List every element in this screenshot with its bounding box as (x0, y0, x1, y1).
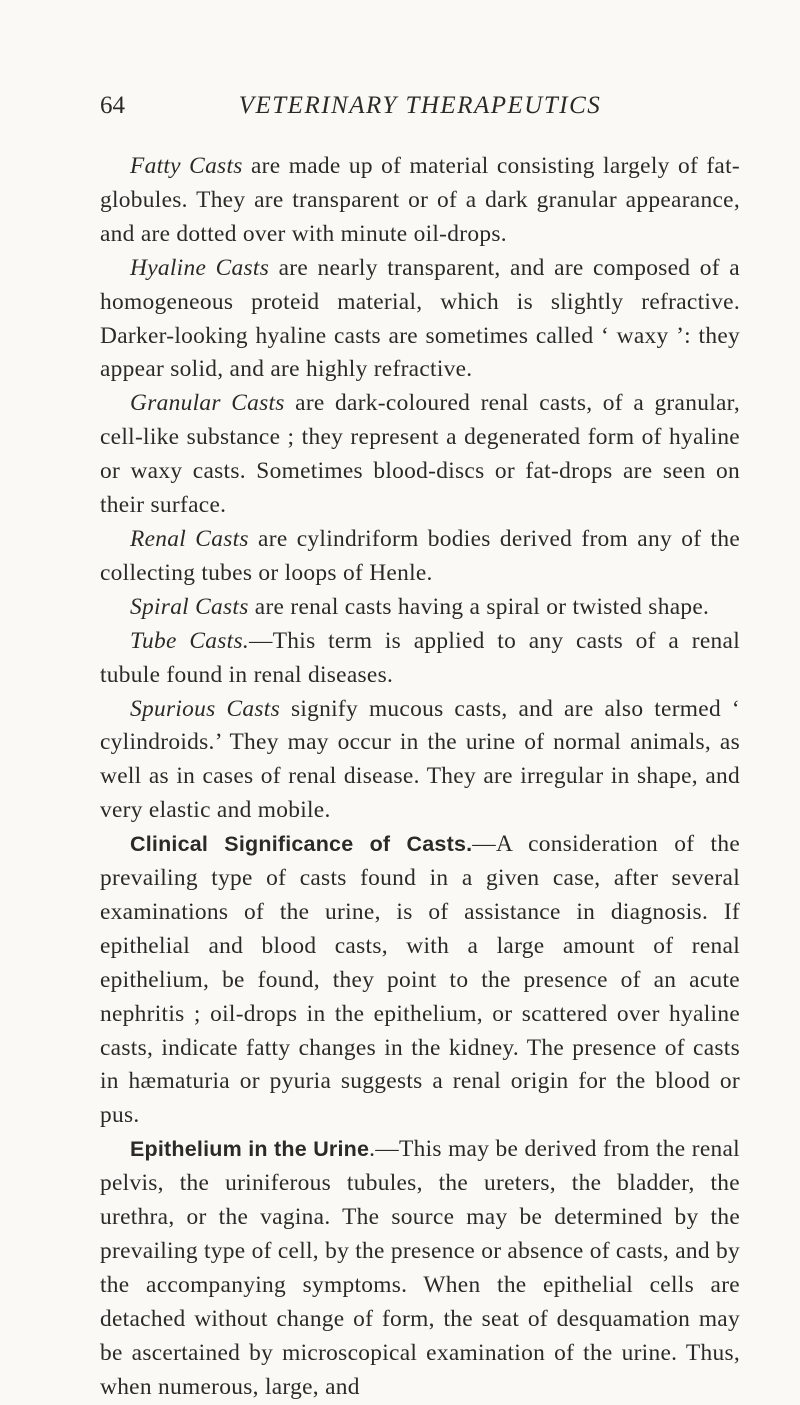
definition-granular-casts: are dark-coloured renal casts, of a granular, cell-like substance ; they represent a degenerated form of hyaline or waxy casts. Sometimes blood-discs or fat-drops are seen on their surface. (100, 390, 740, 519)
term-tube-casts: Tube Casts. (130, 627, 249, 654)
term-granular-casts: Granular Casts (130, 390, 285, 417)
text-epithelium-in-urine: .—This may be derived from the renal pelvis, the uriniferous tubules, the ureters, the bladder, the urethra, or the vagina. The source may be determined by the prevailing type of cell, by the presence or absence of casts, and by the accompanying symptoms. When the epithelial cells are detached without change of form, the seat of desquamation may be ascertained by microscopical examination of the urine. Thus, when numerous, large, and (100, 1136, 741, 1400)
definition-spiral-casts: are renal casts having a spiral or twisted shape. (248, 593, 710, 620)
paragraph-tube-casts (100, 625, 740, 693)
term-renal-casts: Renal Casts (130, 525, 249, 552)
definition-renal-casts: are cylindriform bodies derived from any of the collecting tubes or loops of Henle. (100, 525, 740, 586)
page-number: 64 (100, 92, 125, 119)
paragraph-spurious-casts (100, 693, 740, 829)
running-title: VETERINARY THERAPEUTICS (238, 92, 602, 119)
term-fatty-casts: Fatty Casts (130, 153, 243, 179)
term-spiral-casts: Spiral Casts (130, 593, 249, 620)
definition-tube-casts: —This term is applied to any casts of a renal tubule found in renal diseases. (100, 627, 740, 688)
paragraph-fatty-casts (100, 150, 740, 252)
paragraph-spiral-casts (100, 591, 740, 625)
paragraph-clinical-significance (100, 828, 740, 1133)
term-spurious-casts: Spurious Casts (130, 695, 281, 722)
definition-hyaline-casts: are nearly transparent, and are composed of a homogeneous proteid material, which is slightly refractive. Darker-looking hyaline casts are sometimes called ‘ waxy ’: they appear solid, and are highly refractive. (100, 254, 740, 383)
paragraph-epithelium-in-urine (100, 1133, 740, 1404)
paragraph-hyaline-casts (100, 252, 740, 388)
body-text (100, 150, 740, 1405)
definition-spurious-casts: signify mucous casts, and are also termed ‘ cylindroids.’ They may occur in the urine of normal animals, as well as in cases of renal disease. They are irregular in shape, and very elastic and mobile. (100, 695, 740, 824)
heading-epithelium-in-urine: Epithelium in the Urine (130, 1137, 370, 1162)
heading-clinical-significance: Clinical Significance of Casts. (130, 832, 473, 857)
term-hyaline-casts: Hyaline Casts (130, 254, 270, 281)
paragraph-granular-casts (100, 387, 740, 523)
definition-fatty-casts: are made up of material consisting largely of fat-globules. They are transparent or of a dark granular appearance, and are dotted over with minute oil-drops. (100, 153, 740, 247)
paragraph-renal-casts (100, 523, 740, 591)
page-header (100, 92, 740, 126)
text-clinical-significance: —A consideration of the prevailing type of casts found in a given case, after several examinations of the urine, is of assistance in diagnosis. If epithelial and blood casts, with a large amount of renal epithelium, be found, they point to the presence of an acute nephritis ; oil-drops in the epithelium, or scattered over hyaline casts, indicate fatty changes in the kidney. The presence of casts in hæmaturia or pyuria suggests a renal origin for the blood or pus. (100, 831, 740, 1129)
